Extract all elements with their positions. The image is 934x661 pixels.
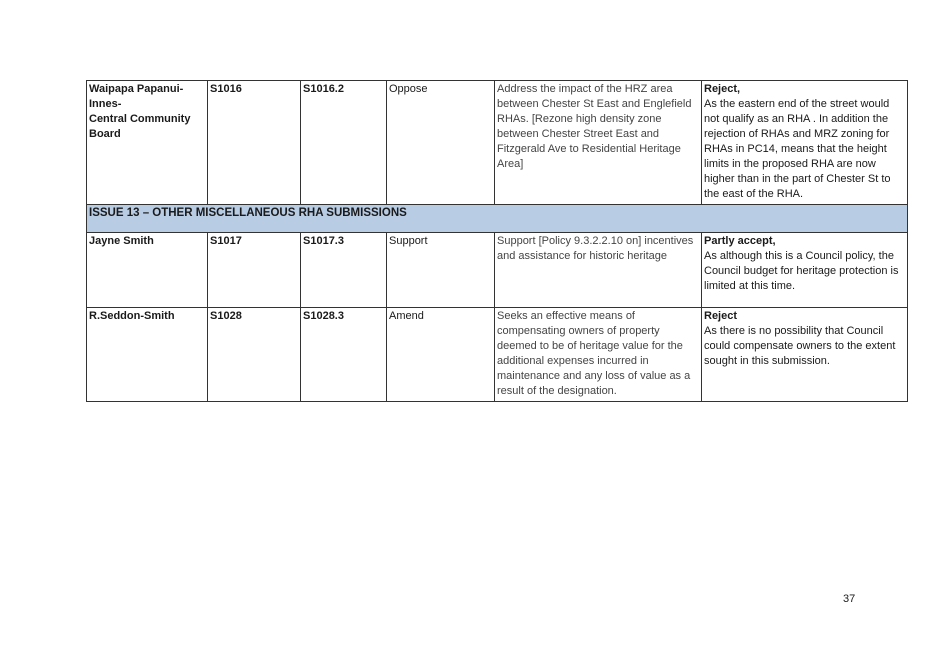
decision-reason: As the eastern end of the street would not qualify as an RHA . In addition the rejection of RHAs and MRZ zoning for RHAs in PC14, means that the height limits in the proposed RHA are now higher than in the part of Chester St to the east of the RHA. bbox=[704, 98, 891, 200]
submission-point: S1016.2 bbox=[301, 81, 387, 205]
decision-reason: As there is no possibility that Council could compensate owners to the extent sought in this submission. bbox=[704, 325, 896, 367]
page-number: 37 bbox=[843, 593, 856, 605]
decision-cell bbox=[702, 308, 908, 402]
decision-cell bbox=[702, 233, 908, 308]
decision-reason: As although this is a Council policy, the Council budget for heritage protection is limited at this time. bbox=[704, 250, 899, 292]
table-row bbox=[87, 81, 908, 205]
submitter-cell bbox=[87, 233, 208, 308]
decision-label: Reject bbox=[704, 310, 738, 322]
issue-heading-row bbox=[87, 205, 908, 233]
decision-cell bbox=[702, 81, 908, 205]
submission-number: S1016 bbox=[208, 81, 301, 205]
position-cell: Support bbox=[387, 233, 495, 308]
submission-point: S1017.3 bbox=[301, 233, 387, 308]
submission-point: S1028.3 bbox=[301, 308, 387, 402]
submitter-line: Central Community bbox=[89, 113, 191, 125]
submission-number: S1017 bbox=[208, 233, 301, 308]
submissions-table bbox=[86, 80, 908, 402]
summary-cell: Seeks an effective means of compensating owners of property deemed to be of heritage value for the additional expenses incurred in maintenance and any loss of value as a result of the designation. bbox=[495, 308, 702, 402]
submitter-line: Innes- bbox=[89, 98, 122, 110]
submitter-line: Waipapa Papanui- bbox=[89, 83, 184, 95]
decision-label: Partly accept, bbox=[704, 235, 776, 247]
submitter-cell bbox=[87, 308, 208, 402]
issue-heading: ISSUE 13 – OTHER MISCELLANEOUS RHA SUBMISSIONS bbox=[87, 205, 908, 233]
submitter-line: Board bbox=[89, 128, 121, 140]
submission-number: S1028 bbox=[208, 308, 301, 402]
submitter-line: Jayne Smith bbox=[89, 235, 154, 247]
summary-cell: Address the impact of the HRZ area between Chester St East and Englefield RHAs. [Rezone high density zone between Chester Street East and Fitzgerald Ave to Residential Heritage Area] bbox=[495, 81, 702, 205]
submitter-line: R.Seddon-Smith bbox=[89, 310, 175, 322]
position-cell: Amend bbox=[387, 308, 495, 402]
decision-label: Reject, bbox=[704, 83, 741, 95]
table-row bbox=[87, 233, 908, 308]
submitter-cell bbox=[87, 81, 208, 205]
summary-cell: Support [Policy 9.3.2.2.10 on] incentives and assistance for historic heritage bbox=[495, 233, 702, 308]
position-cell: Oppose bbox=[387, 81, 495, 205]
table-row bbox=[87, 308, 908, 402]
